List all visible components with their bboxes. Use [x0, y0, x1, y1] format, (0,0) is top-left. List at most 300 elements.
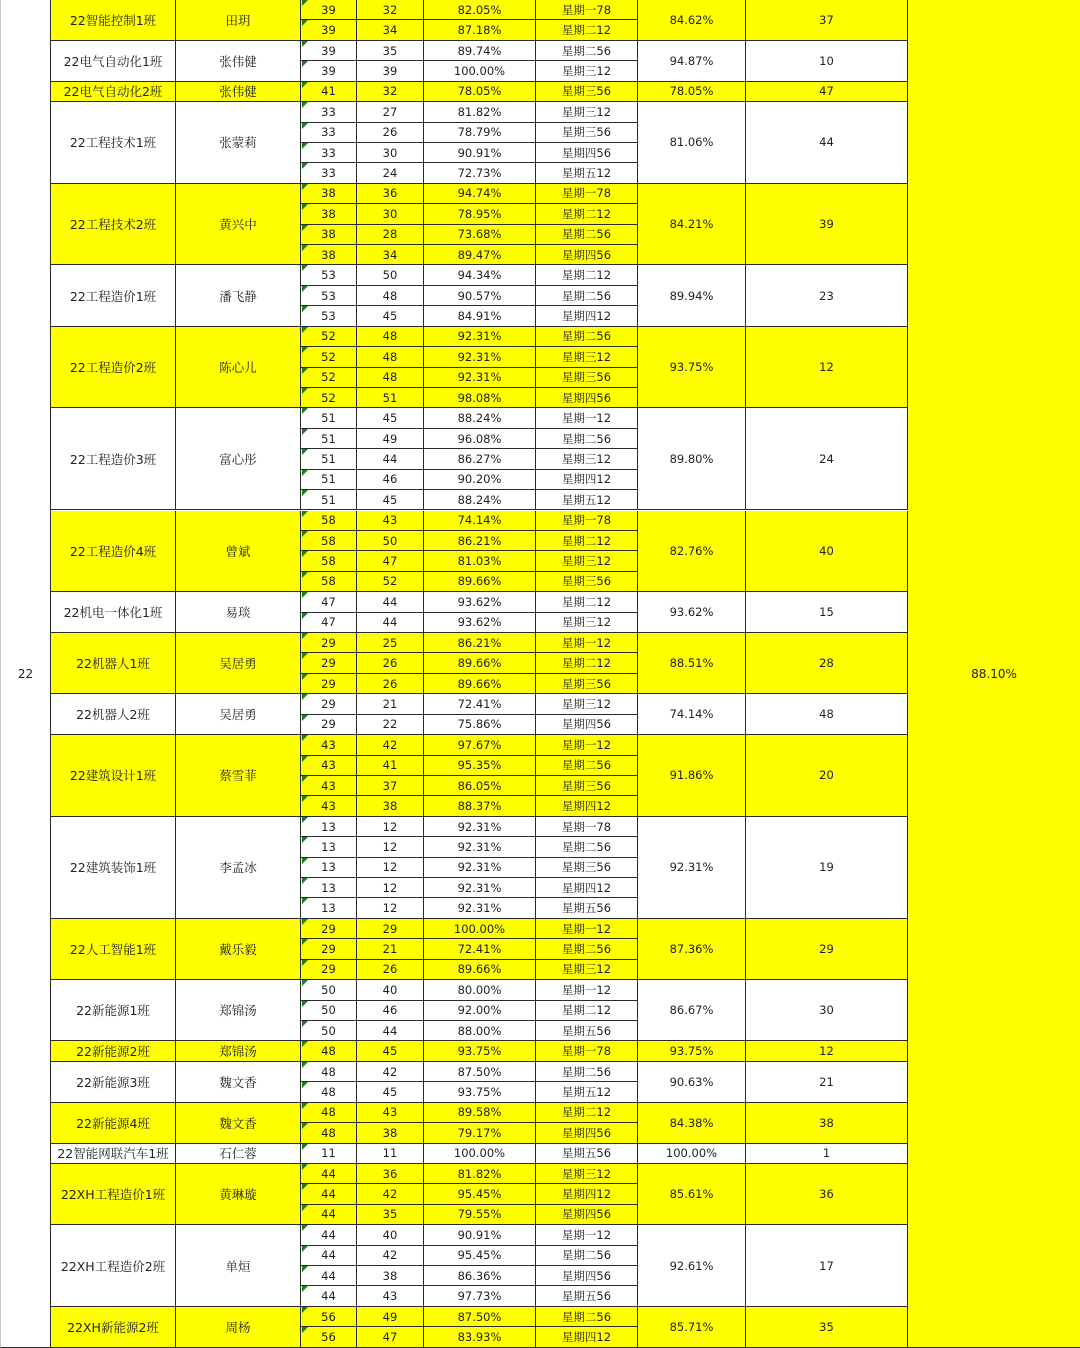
- present-cell[interactable]: [357, 184, 424, 204]
- rank-cell[interactable]: [746, 1164, 908, 1225]
- teacher-name-cell[interactable]: [176, 1144, 301, 1164]
- schedule-cell[interactable]: [536, 878, 638, 898]
- class-rate-cell[interactable]: [638, 633, 746, 694]
- schedule-cell[interactable]: [536, 1062, 638, 1082]
- teacher-name-cell[interactable]: [176, 1103, 301, 1144]
- present-cell[interactable]: [357, 1286, 424, 1306]
- schedule-cell[interactable]: [536, 735, 638, 755]
- teacher-name-cell[interactable]: [176, 817, 301, 919]
- schedule-cell[interactable]: [536, 143, 638, 163]
- rank-cell[interactable]: [746, 184, 908, 266]
- schedule-cell[interactable]: [536, 1123, 638, 1143]
- present-cell[interactable]: [357, 551, 424, 571]
- present-cell[interactable]: [357, 1205, 424, 1225]
- enrolled-cell[interactable]: [301, 837, 357, 857]
- present-cell[interactable]: [357, 837, 424, 857]
- schedule-cell[interactable]: [536, 408, 638, 428]
- teacher-name-cell[interactable]: [176, 694, 301, 735]
- enrolled-cell[interactable]: [301, 102, 357, 122]
- enrolled-cell[interactable]: [301, 265, 357, 285]
- schedule-cell[interactable]: [536, 1327, 638, 1347]
- attendance-rate-cell[interactable]: [424, 347, 536, 367]
- enrolled-cell[interactable]: [301, 1164, 357, 1184]
- enrolled-cell[interactable]: [301, 939, 357, 959]
- schedule-cell[interactable]: [536, 225, 638, 245]
- enrolled-cell[interactable]: [301, 960, 357, 980]
- teacher-name-cell[interactable]: [176, 82, 301, 102]
- enrolled-cell[interactable]: [301, 1225, 357, 1245]
- present-cell[interactable]: [357, 490, 424, 510]
- enrolled-cell[interactable]: [301, 898, 357, 918]
- schedule-cell[interactable]: [536, 551, 638, 571]
- schedule-cell[interactable]: [536, 980, 638, 1000]
- schedule-cell[interactable]: [536, 858, 638, 878]
- attendance-rate-cell[interactable]: [424, 1041, 536, 1061]
- attendance-rate-cell[interactable]: [424, 674, 536, 694]
- attendance-rate-cell[interactable]: [424, 490, 536, 510]
- present-cell[interactable]: [357, 735, 424, 755]
- present-cell[interactable]: [357, 306, 424, 326]
- class-name-cell[interactable]: [51, 694, 176, 735]
- attendance-rate-cell[interactable]: [424, 306, 536, 326]
- schedule-cell[interactable]: [536, 20, 638, 40]
- present-cell[interactable]: [357, 225, 424, 245]
- enrolled-cell[interactable]: [301, 1123, 357, 1143]
- enrolled-cell[interactable]: [301, 470, 357, 490]
- schedule-cell[interactable]: [536, 1225, 638, 1245]
- attendance-rate-cell[interactable]: [424, 572, 536, 592]
- schedule-cell[interactable]: [536, 245, 638, 265]
- enrolled-cell[interactable]: [301, 449, 357, 469]
- schedule-cell[interactable]: [536, 204, 638, 224]
- schedule-cell[interactable]: [536, 1001, 638, 1021]
- present-cell[interactable]: [357, 653, 424, 673]
- enrolled-cell[interactable]: [301, 817, 357, 837]
- schedule-cell[interactable]: [536, 694, 638, 714]
- present-cell[interactable]: [357, 633, 424, 653]
- present-cell[interactable]: [357, 756, 424, 776]
- present-cell[interactable]: [357, 531, 424, 551]
- attendance-rate-cell[interactable]: [424, 715, 536, 735]
- class-name-cell[interactable]: [51, 633, 176, 694]
- rank-cell[interactable]: [746, 0, 908, 41]
- class-rate-cell[interactable]: [638, 1103, 746, 1144]
- schedule-cell[interactable]: [536, 1286, 638, 1306]
- class-name-cell[interactable]: [51, 1307, 176, 1348]
- schedule-cell[interactable]: [536, 592, 638, 612]
- present-cell[interactable]: [357, 960, 424, 980]
- class-rate-cell[interactable]: [638, 592, 746, 633]
- rank-cell[interactable]: [746, 980, 908, 1041]
- present-cell[interactable]: [357, 143, 424, 163]
- present-cell[interactable]: [357, 327, 424, 347]
- enrolled-cell[interactable]: [301, 592, 357, 612]
- schedule-cell[interactable]: [536, 776, 638, 796]
- present-cell[interactable]: [357, 1123, 424, 1143]
- class-name-cell[interactable]: [51, 1144, 176, 1164]
- enrolled-cell[interactable]: [301, 429, 357, 449]
- schedule-cell[interactable]: [536, 572, 638, 592]
- present-cell[interactable]: [357, 980, 424, 1000]
- schedule-cell[interactable]: [536, 1082, 638, 1102]
- attendance-rate-cell[interactable]: [424, 163, 536, 183]
- enrolled-cell[interactable]: [301, 653, 357, 673]
- class-name-cell[interactable]: [51, 408, 176, 510]
- schedule-cell[interactable]: [536, 715, 638, 735]
- attendance-rate-cell[interactable]: [424, 898, 536, 918]
- present-cell[interactable]: [357, 898, 424, 918]
- rank-cell[interactable]: [746, 82, 908, 102]
- enrolled-cell[interactable]: [301, 327, 357, 347]
- schedule-cell[interactable]: [536, 898, 638, 918]
- enrolled-cell[interactable]: [301, 674, 357, 694]
- schedule-cell[interactable]: [536, 82, 638, 102]
- present-cell[interactable]: [357, 1144, 424, 1164]
- present-cell[interactable]: [357, 1184, 424, 1204]
- class-rate-cell[interactable]: [638, 1062, 746, 1103]
- teacher-name-cell[interactable]: [176, 735, 301, 817]
- attendance-rate-cell[interactable]: [424, 1266, 536, 1286]
- enrolled-cell[interactable]: [301, 1184, 357, 1204]
- present-cell[interactable]: [357, 368, 424, 388]
- teacher-name-cell[interactable]: [176, 1041, 301, 1061]
- class-rate-cell[interactable]: [638, 82, 746, 102]
- enrolled-cell[interactable]: [301, 1103, 357, 1123]
- schedule-cell[interactable]: [536, 1184, 638, 1204]
- schedule-cell[interactable]: [536, 817, 638, 837]
- class-name-cell[interactable]: [51, 1225, 176, 1307]
- class-name-cell[interactable]: [51, 0, 176, 41]
- attendance-rate-cell[interactable]: [424, 225, 536, 245]
- class-name-cell[interactable]: [51, 1103, 176, 1144]
- present-cell[interactable]: [357, 429, 424, 449]
- schedule-cell[interactable]: [536, 347, 638, 367]
- attendance-rate-cell[interactable]: [424, 143, 536, 163]
- present-cell[interactable]: [357, 817, 424, 837]
- teacher-name-cell[interactable]: [176, 327, 301, 409]
- overall-rate-cell[interactable]: [908, 0, 1080, 1348]
- attendance-rate-cell[interactable]: [424, 1123, 536, 1143]
- present-cell[interactable]: [357, 694, 424, 714]
- teacher-name-cell[interactable]: [176, 511, 301, 593]
- class-name-cell[interactable]: [51, 735, 176, 817]
- attendance-rate-cell[interactable]: [424, 592, 536, 612]
- present-cell[interactable]: [357, 61, 424, 81]
- teacher-name-cell[interactable]: [176, 265, 301, 326]
- teacher-name-cell[interactable]: [176, 41, 301, 82]
- attendance-rate-cell[interactable]: [424, 1021, 536, 1041]
- schedule-cell[interactable]: [536, 796, 638, 816]
- enrolled-cell[interactable]: [301, 204, 357, 224]
- class-name-cell[interactable]: [51, 980, 176, 1041]
- rank-cell[interactable]: [746, 1041, 908, 1061]
- class-rate-cell[interactable]: [638, 408, 746, 510]
- enrolled-cell[interactable]: [301, 41, 357, 61]
- teacher-name-cell[interactable]: [176, 408, 301, 510]
- rank-cell[interactable]: [746, 1225, 908, 1307]
- schedule-cell[interactable]: [536, 0, 638, 20]
- enrolled-cell[interactable]: [301, 572, 357, 592]
- class-name-cell[interactable]: [51, 1164, 176, 1225]
- class-rate-cell[interactable]: [638, 1307, 746, 1348]
- enrolled-cell[interactable]: [301, 123, 357, 143]
- rank-cell[interactable]: [746, 511, 908, 593]
- class-name-cell[interactable]: [51, 1062, 176, 1103]
- present-cell[interactable]: [357, 1001, 424, 1021]
- class-rate-cell[interactable]: [638, 1144, 746, 1164]
- present-cell[interactable]: [357, 1266, 424, 1286]
- attendance-rate-cell[interactable]: [424, 735, 536, 755]
- attendance-rate-cell[interactable]: [424, 1001, 536, 1021]
- rank-cell[interactable]: [746, 1103, 908, 1144]
- attendance-rate-cell[interactable]: [424, 1205, 536, 1225]
- enrolled-cell[interactable]: [301, 184, 357, 204]
- class-name-cell[interactable]: [51, 592, 176, 633]
- enrolled-cell[interactable]: [301, 551, 357, 571]
- present-cell[interactable]: [357, 123, 424, 143]
- rank-cell[interactable]: [746, 633, 908, 694]
- class-rate-cell[interactable]: [638, 41, 746, 82]
- present-cell[interactable]: [357, 265, 424, 285]
- attendance-rate-cell[interactable]: [424, 1144, 536, 1164]
- schedule-cell[interactable]: [536, 633, 638, 653]
- present-cell[interactable]: [357, 1246, 424, 1266]
- enrolled-cell[interactable]: [301, 347, 357, 367]
- teacher-name-cell[interactable]: [176, 1307, 301, 1348]
- present-cell[interactable]: [357, 0, 424, 20]
- enrolled-cell[interactable]: [301, 1144, 357, 1164]
- attendance-rate-cell[interactable]: [424, 796, 536, 816]
- attendance-rate-cell[interactable]: [424, 0, 536, 20]
- enrolled-cell[interactable]: [301, 756, 357, 776]
- schedule-cell[interactable]: [536, 470, 638, 490]
- class-rate-cell[interactable]: [638, 980, 746, 1041]
- schedule-cell[interactable]: [536, 184, 638, 204]
- enrolled-cell[interactable]: [301, 531, 357, 551]
- schedule-cell[interactable]: [536, 1266, 638, 1286]
- attendance-rate-cell[interactable]: [424, 286, 536, 306]
- teacher-name-cell[interactable]: [176, 1062, 301, 1103]
- enrolled-cell[interactable]: [301, 490, 357, 510]
- attendance-rate-cell[interactable]: [424, 327, 536, 347]
- teacher-name-cell[interactable]: [176, 102, 301, 184]
- enrolled-cell[interactable]: [301, 1021, 357, 1041]
- present-cell[interactable]: [357, 1307, 424, 1327]
- enrolled-cell[interactable]: [301, 0, 357, 20]
- attendance-rate-cell[interactable]: [424, 449, 536, 469]
- attendance-rate-cell[interactable]: [424, 388, 536, 408]
- enrolled-cell[interactable]: [301, 1001, 357, 1021]
- present-cell[interactable]: [357, 572, 424, 592]
- present-cell[interactable]: [357, 919, 424, 939]
- schedule-cell[interactable]: [536, 837, 638, 857]
- present-cell[interactable]: [357, 347, 424, 367]
- class-rate-cell[interactable]: [638, 184, 746, 266]
- schedule-cell[interactable]: [536, 102, 638, 122]
- class-rate-cell[interactable]: [638, 817, 746, 919]
- class-rate-cell[interactable]: [638, 1225, 746, 1307]
- present-cell[interactable]: [357, 1041, 424, 1061]
- rank-cell[interactable]: [746, 817, 908, 919]
- attendance-rate-cell[interactable]: [424, 756, 536, 776]
- enrolled-cell[interactable]: [301, 1041, 357, 1061]
- class-rate-cell[interactable]: [638, 735, 746, 817]
- attendance-rate-cell[interactable]: [424, 511, 536, 531]
- schedule-cell[interactable]: [536, 327, 638, 347]
- schedule-cell[interactable]: [536, 1246, 638, 1266]
- attendance-rate-cell[interactable]: [424, 939, 536, 959]
- teacher-name-cell[interactable]: [176, 184, 301, 266]
- class-name-cell[interactable]: [51, 919, 176, 980]
- enrolled-cell[interactable]: [301, 163, 357, 183]
- schedule-cell[interactable]: [536, 1021, 638, 1041]
- schedule-cell[interactable]: [536, 653, 638, 673]
- enrolled-cell[interactable]: [301, 1205, 357, 1225]
- class-name-cell[interactable]: [51, 82, 176, 102]
- rank-cell[interactable]: [746, 102, 908, 184]
- enrolled-cell[interactable]: [301, 306, 357, 326]
- attendance-rate-cell[interactable]: [424, 368, 536, 388]
- attendance-rate-cell[interactable]: [424, 1327, 536, 1347]
- attendance-rate-cell[interactable]: [424, 776, 536, 796]
- present-cell[interactable]: [357, 1103, 424, 1123]
- class-rate-cell[interactable]: [638, 1164, 746, 1225]
- attendance-rate-cell[interactable]: [424, 429, 536, 449]
- enrolled-cell[interactable]: [301, 919, 357, 939]
- rank-cell[interactable]: [746, 1062, 908, 1103]
- class-rate-cell[interactable]: [638, 694, 746, 735]
- enrolled-cell[interactable]: [301, 408, 357, 428]
- schedule-cell[interactable]: [536, 960, 638, 980]
- present-cell[interactable]: [357, 245, 424, 265]
- attendance-rate-cell[interactable]: [424, 613, 536, 633]
- present-cell[interactable]: [357, 1062, 424, 1082]
- present-cell[interactable]: [357, 1082, 424, 1102]
- rank-cell[interactable]: [746, 1144, 908, 1164]
- class-name-cell[interactable]: [51, 184, 176, 266]
- present-cell[interactable]: [357, 776, 424, 796]
- class-rate-cell[interactable]: [638, 265, 746, 326]
- enrolled-cell[interactable]: [301, 1307, 357, 1327]
- attendance-rate-cell[interactable]: [424, 265, 536, 285]
- attendance-rate-cell[interactable]: [424, 653, 536, 673]
- attendance-rate-cell[interactable]: [424, 1082, 536, 1102]
- rank-cell[interactable]: [746, 919, 908, 980]
- attendance-rate-cell[interactable]: [424, 408, 536, 428]
- attendance-rate-cell[interactable]: [424, 61, 536, 81]
- present-cell[interactable]: [357, 1225, 424, 1245]
- class-name-cell[interactable]: [51, 817, 176, 919]
- present-cell[interactable]: [357, 163, 424, 183]
- rank-cell[interactable]: [746, 592, 908, 633]
- schedule-cell[interactable]: [536, 163, 638, 183]
- teacher-name-cell[interactable]: [176, 592, 301, 633]
- attendance-rate-cell[interactable]: [424, 1307, 536, 1327]
- schedule-cell[interactable]: [536, 531, 638, 551]
- rank-cell[interactable]: [746, 327, 908, 409]
- class-rate-cell[interactable]: [638, 1041, 746, 1061]
- enrolled-cell[interactable]: [301, 776, 357, 796]
- attendance-rate-cell[interactable]: [424, 41, 536, 61]
- schedule-cell[interactable]: [536, 939, 638, 959]
- schedule-cell[interactable]: [536, 265, 638, 285]
- enrolled-cell[interactable]: [301, 1266, 357, 1286]
- present-cell[interactable]: [357, 102, 424, 122]
- class-rate-cell[interactable]: [638, 102, 746, 184]
- teacher-name-cell[interactable]: [176, 1225, 301, 1307]
- enrolled-cell[interactable]: [301, 980, 357, 1000]
- schedule-cell[interactable]: [536, 919, 638, 939]
- schedule-cell[interactable]: [536, 61, 638, 81]
- present-cell[interactable]: [357, 613, 424, 633]
- present-cell[interactable]: [357, 511, 424, 531]
- enrolled-cell[interactable]: [301, 1327, 357, 1347]
- teacher-name-cell[interactable]: [176, 633, 301, 694]
- enrolled-cell[interactable]: [301, 20, 357, 40]
- attendance-rate-cell[interactable]: [424, 245, 536, 265]
- enrolled-cell[interactable]: [301, 878, 357, 898]
- attendance-rate-cell[interactable]: [424, 837, 536, 857]
- schedule-cell[interactable]: [536, 511, 638, 531]
- attendance-rate-cell[interactable]: [424, 919, 536, 939]
- schedule-cell[interactable]: [536, 1164, 638, 1184]
- present-cell[interactable]: [357, 449, 424, 469]
- schedule-cell[interactable]: [536, 286, 638, 306]
- teacher-name-cell[interactable]: [176, 0, 301, 41]
- enrolled-cell[interactable]: [301, 1062, 357, 1082]
- class-rate-cell[interactable]: [638, 0, 746, 41]
- rank-cell[interactable]: [746, 694, 908, 735]
- present-cell[interactable]: [357, 858, 424, 878]
- enrolled-cell[interactable]: [301, 245, 357, 265]
- present-cell[interactable]: [357, 1021, 424, 1041]
- enrolled-cell[interactable]: [301, 735, 357, 755]
- teacher-name-cell[interactable]: [176, 919, 301, 980]
- present-cell[interactable]: [357, 939, 424, 959]
- attendance-rate-cell[interactable]: [424, 960, 536, 980]
- attendance-rate-cell[interactable]: [424, 470, 536, 490]
- present-cell[interactable]: [357, 20, 424, 40]
- enrolled-cell[interactable]: [301, 715, 357, 735]
- attendance-rate-cell[interactable]: [424, 817, 536, 837]
- attendance-rate-cell[interactable]: [424, 123, 536, 143]
- enrolled-cell[interactable]: [301, 613, 357, 633]
- enrolled-cell[interactable]: [301, 694, 357, 714]
- present-cell[interactable]: [357, 41, 424, 61]
- attendance-rate-cell[interactable]: [424, 82, 536, 102]
- enrolled-cell[interactable]: [301, 858, 357, 878]
- present-cell[interactable]: [357, 204, 424, 224]
- present-cell[interactable]: [357, 878, 424, 898]
- schedule-cell[interactable]: [536, 1103, 638, 1123]
- rank-cell[interactable]: [746, 735, 908, 817]
- enrolled-cell[interactable]: [301, 633, 357, 653]
- present-cell[interactable]: [357, 470, 424, 490]
- schedule-cell[interactable]: [536, 1144, 638, 1164]
- enrolled-cell[interactable]: [301, 225, 357, 245]
- present-cell[interactable]: [357, 796, 424, 816]
- schedule-cell[interactable]: [536, 41, 638, 61]
- attendance-rate-cell[interactable]: [424, 551, 536, 571]
- attendance-rate-cell[interactable]: [424, 633, 536, 653]
- class-name-cell[interactable]: [51, 102, 176, 184]
- attendance-rate-cell[interactable]: [424, 694, 536, 714]
- present-cell[interactable]: [357, 82, 424, 102]
- present-cell[interactable]: [357, 592, 424, 612]
- enrolled-cell[interactable]: [301, 511, 357, 531]
- teacher-name-cell[interactable]: [176, 1164, 301, 1225]
- schedule-cell[interactable]: [536, 429, 638, 449]
